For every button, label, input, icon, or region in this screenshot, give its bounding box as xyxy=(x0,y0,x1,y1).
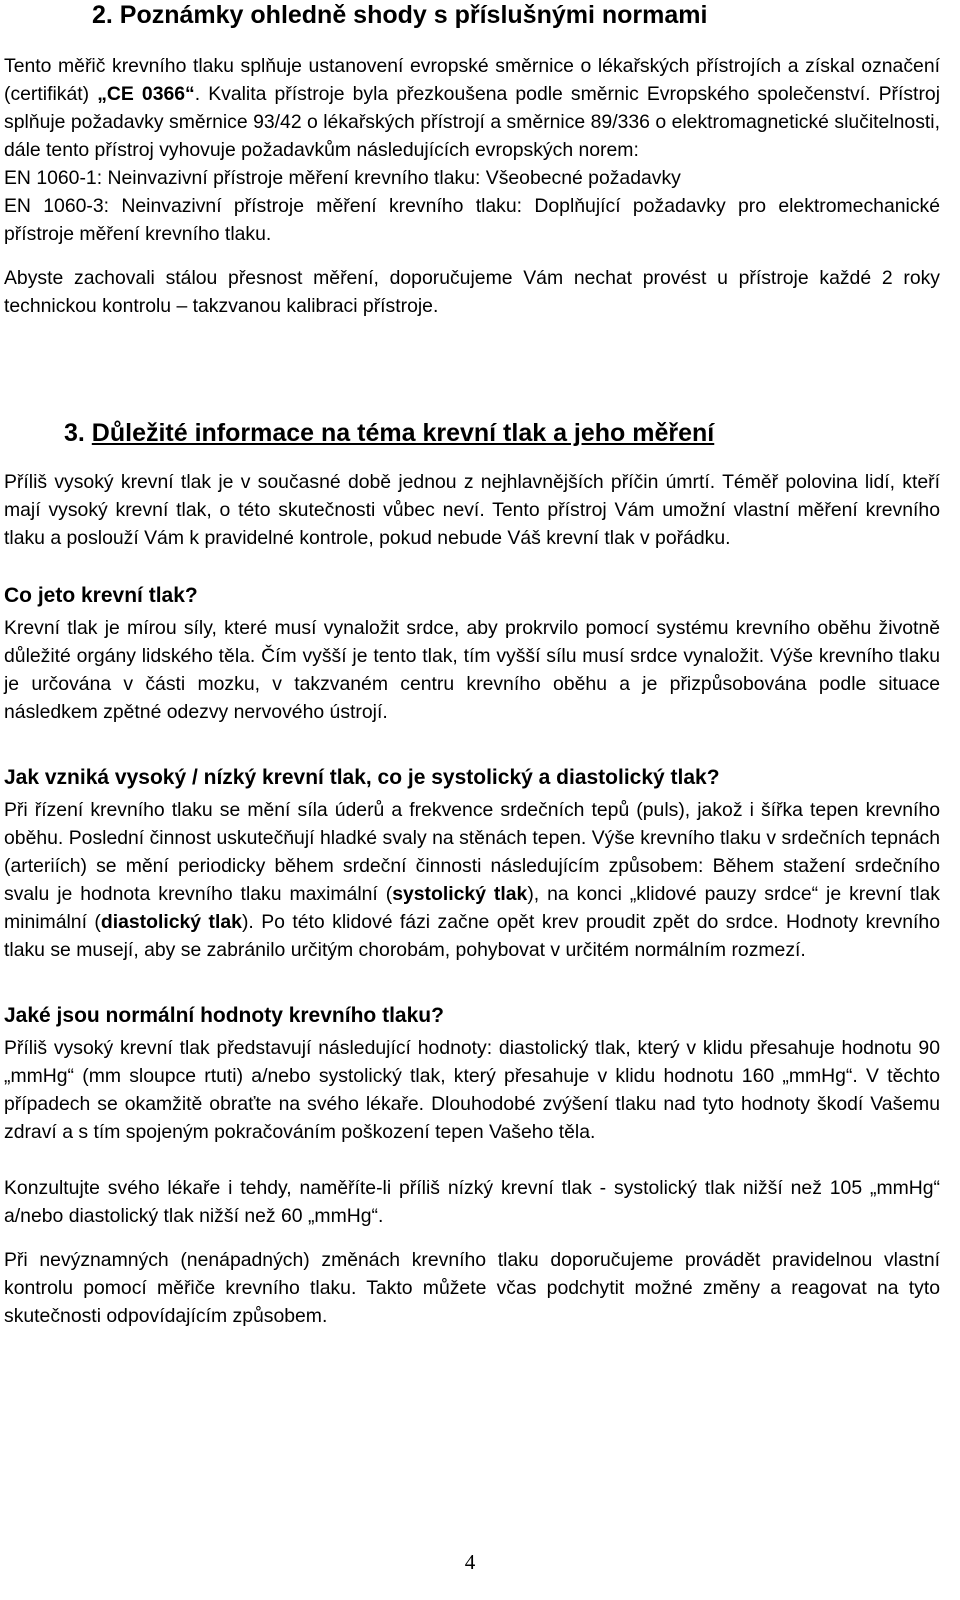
norm-en-1060-1: EN 1060-1: Neinvazivní přístroje měření krevního tlaku: Všeobecné požadavky xyxy=(4,167,681,189)
question-what-is-bp: Co jeto krevní tlak? xyxy=(4,584,198,607)
section-2-heading: 2. Poznámky ohledně shody s příslušnými normami xyxy=(92,1,708,29)
page-number: 4 xyxy=(464,1550,476,1574)
answer-normal-values-3: Při nevýznamných (nenápadných) změnách krevního tlaku doporučujeme provádět pravidelnou vlastní kontrolu pomocí měřiče krevního tlaku. Takto můžete včas podchytit možné změny a reagovat na tyto skutečnosti odpovídajícím způsobem. xyxy=(4,1249,940,1327)
section-3-heading: 3. Důležité informace na téma krevní tlak a jeho měření xyxy=(64,419,715,447)
answer-normal-values-1: Příliš vysoký krevní tlak představují následující hodnoty: diastolický tlak, který v klidu přesahuje hodnotu 90 „mmHg“ (mm sloupce rtuti) a/nebo systolický tlak, který přesahuje v klidu hodnotu 160 „mmHg“. V těchto případech se okamžitě obraťte na svého lékaře. Dlouhodobé zvýšení tlaku nad tyto hodnoty škodí Vašemu zdraví a s tím spojeným pokračováním poškození tepen Vašeho těla. xyxy=(4,1037,940,1143)
answer-what-is-bp: Krevní tlak je mírou síly, které musí vynaložit srdce, aby prokrvilo pomocí systému krevního oběhu životně důležité orgány lidského těla. Čím vyšší je tento tlak, tím vyšší sílu musí srdce vynaložit. Výše krevního tlaku je určována v části mozku, v takzvaném centru krevního oběhu a je přizpůsobována podle situace následkem zpětné odezvy nervového ústrojí. xyxy=(4,617,940,723)
ce-mark-text: „CE 0366“ xyxy=(97,83,195,105)
systolic-term: systolický tlak xyxy=(392,883,528,905)
section-3-body xyxy=(4,468,940,1330)
section-2-body xyxy=(4,52,940,320)
norm-en-1060-3: EN 1060-3: Neinvazivní přístroje měření krevního tlaku: Doplňující požadavky pro elektromechanické přístroje měření krevního tlaku. xyxy=(4,195,940,245)
section-3-intro: Příliš vysoký krevní tlak je v současné době jednou z nejhlavnějších příčin úmrtí. Téměř polovina lidí, kteří mají vysoký krevní tlak, o této skutečnosti vůbec neví. Tento přístroj Vám umožní vlastní měření krevního tlaku a poslouží Vám k pravidelné kontrole, pokud nebude Váš krevní tlak v pořádku. xyxy=(4,471,940,549)
diastolic-term: diastolický tlak xyxy=(100,911,242,933)
section-2-paragraph-2: Abyste zachovali stálou přesnost měření, doporučujeme Vám nechat provést u přístroje každé 2 roky technickou kontrolu – takzvanou kalibraci přístroje. xyxy=(4,267,940,317)
answer-high-low-bp: Při řízení krevního tlaku se mění síla úderů a frekvence srdečních tepů (puls), jakož i šířka tepen krevního oběhu. Poslední činnost uskutečňují hladké svaly na stěnách tepen. Výše krevního tlaku v srdečních tepnách (arteriích) se mění periodicky během srdeční činnosti následujícím způsobem: Během stažení srdečního svalu je hodnota krevního tlaku maximální (systolický tlak), na konci „klidové pauzy srdce“ je krevní tlak minimální (diastolický tlak). Po této klidové fázi začne opět krev proudit zpět do srdce. Hodnoty krevního tlaku se musejí, aby se zabránilo určitým chorobám, pohybovat v určitém normálním rozmezí. xyxy=(4,799,940,961)
question-normal-values: Jaké jsou normální hodnoty krevního tlaku? xyxy=(4,1004,444,1027)
question-high-low-bp: Jak vzniká vysoký / nízký krevní tlak, co je systolický a diastolický tlak? xyxy=(4,766,720,789)
section-2-paragraph-1: Tento měřič krevního tlaku splňuje ustanovení evropské směrnice o lékařských přístrojích a získal označení (certifikát) „CE 0366“. Kvalita přístroje byla přezkoušena podle směrnic Evropského společenství. Přístroj splňuje požadavky směrnice 93/42 o lékařských přístrojí a směrnice 89/336 o elektromagnetické slučitelnosti, dále tento přístroj vyhovuje požadavkům následujících evropských norem: xyxy=(4,55,940,161)
answer-normal-values-2: Konzultujte svého lékaře i tehdy, naměříte-li příliš nízký krevní tlak - systolický tlak nižší než 105 „mmHg“ a/nebo diastolický tlak nižší než 60 „mmHg“. xyxy=(4,1177,940,1227)
